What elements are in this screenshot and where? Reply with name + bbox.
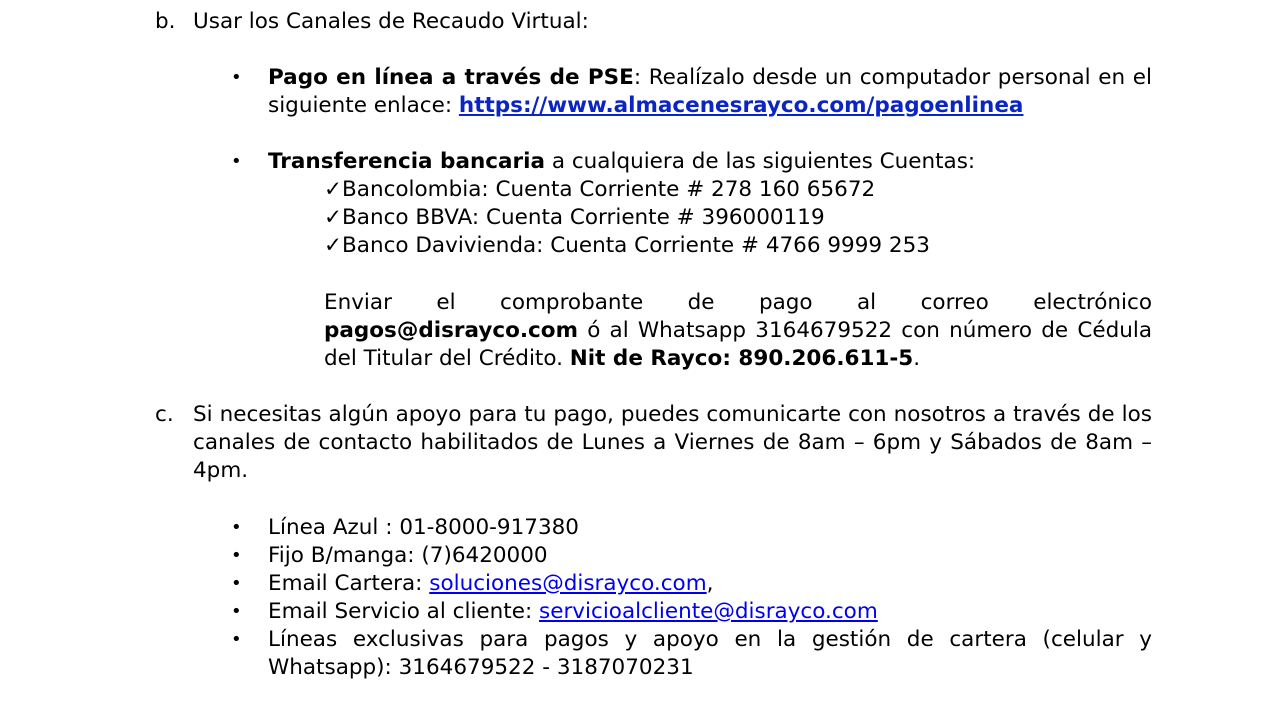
pse-title: Pago en línea a través de PSE (268, 65, 634, 90)
bullet-icon: • (231, 517, 242, 538)
receipt-paragraph (324, 317, 1152, 373)
account-text: Banco BBVA: Cuenta Corriente # 396000119 (342, 205, 825, 230)
check-icon: ✓ (324, 177, 343, 202)
contact-fijo: Fijo B/manga: (7)6420000 (268, 543, 548, 568)
bullet-icon: • (231, 67, 242, 88)
cartera-label: Email Cartera: (268, 571, 430, 596)
check-icon: ✓ (324, 233, 343, 258)
receipt-email: pagos@disrayco.com (324, 318, 578, 343)
pse-link[interactable]: https://www.almacenesrayco.com/pagoenlinea (458, 93, 1024, 118)
pse-text: : Realízalo desde un computador personal en el siguiente enlace: (268, 65, 1152, 118)
contact-email-cartera (268, 570, 1152, 598)
transfer-text: a cualquiera de las siguientes Cuentas: (545, 149, 976, 174)
pse-paragraph (268, 64, 1152, 120)
receipt-text: ó al Whatsapp 3164679522 con número de Cédula del Titular del Crédito. (324, 318, 1152, 371)
nit-text: Nit de Rayco: 890.206.611-5 (569, 346, 914, 371)
receipt-line-1: Enviar el comprobante de pago al correo electrónico (324, 290, 1152, 315)
list-marker-c: c. (155, 402, 174, 427)
account-text: Banco Davivienda: Cuenta Corriente # 4766 9999 253 (342, 233, 930, 258)
receipt-end: . (913, 346, 921, 371)
account-text: Bancolombia: Cuenta Corriente # 278 160 65672 (342, 177, 876, 202)
contact-lineas-exclusivas: Líneas exclusivas para pagos y apoyo en la gestión de cartera (celular y Whatsapp): 3164679522 - 3187070231 (268, 627, 1152, 680)
transfer-paragraph (268, 148, 1152, 176)
account-item-davivienda (324, 232, 1154, 260)
account-item-bbva (324, 204, 1154, 232)
bullet-icon: • (231, 545, 242, 566)
contact-email-servicio (268, 598, 1152, 626)
account-item-bancolombia (324, 176, 1154, 204)
section-b-heading: Usar los Canales de Recaudo Virtual: (193, 9, 589, 34)
bullet-icon: • (231, 629, 242, 650)
contact-linea-azul: Línea Azul : 01-8000-917380 (268, 515, 579, 540)
cartera-email-link[interactable]: soluciones@disrayco.com (429, 571, 707, 596)
cartera-comma: , (706, 571, 714, 596)
bullet-icon: • (231, 573, 242, 594)
check-icon: ✓ (324, 205, 343, 230)
servicio-label: Email Servicio al cliente: (268, 599, 540, 624)
bullet-icon: • (231, 601, 242, 622)
servicio-email-link[interactable]: servicioalcliente@disrayco.com (539, 599, 878, 624)
bullet-icon: • (231, 151, 242, 172)
list-marker-b: b. (155, 9, 176, 34)
section-c-paragraph: Si necesitas algún apoyo para tu pago, puedes comunicarte con nosotros a través de los canales de contacto habilitados de Lunes a Viernes de 8am – 6pm y Sábados de 8am – 4pm. (193, 402, 1152, 483)
transfer-title: Transferencia bancaria (268, 149, 545, 174)
